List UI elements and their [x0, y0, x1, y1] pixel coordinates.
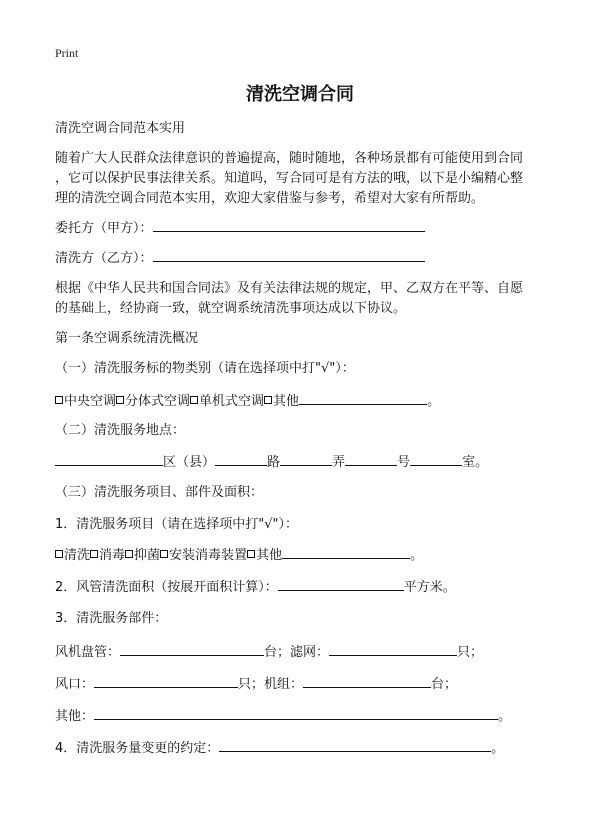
vent-unit: 只； — [238, 677, 265, 692]
option-split-ac: 分体式空调 — [125, 394, 191, 409]
period: 。 — [410, 548, 424, 563]
checkbox-split-ac[interactable] — [116, 396, 124, 404]
fan-coil-label: 风机盘管： — [55, 645, 121, 660]
filter-field[interactable] — [329, 642, 457, 656]
service-type-options — [55, 545, 423, 566]
checkbox-disinfect[interactable] — [90, 550, 98, 558]
lane-label: 弄 — [332, 455, 346, 470]
option-install-device: 安装消毒装置 — [169, 548, 248, 563]
room-field[interactable] — [410, 452, 462, 466]
basis-line-1: 根据《中华人民共和国合同法》及有关法律法规的规定，甲、乙双方在平等、自愿 — [55, 281, 524, 296]
checkbox-unit-ac[interactable] — [190, 396, 198, 404]
duct-area-label: 2．风管清洗面积（按展开面积计算）： — [55, 580, 278, 595]
checkbox-clean[interactable] — [55, 550, 63, 558]
other-service-field[interactable] — [282, 545, 410, 559]
checkbox-central-ac[interactable] — [55, 396, 63, 404]
lane-field[interactable] — [280, 452, 332, 466]
other-ac-field[interactable] — [299, 391, 427, 405]
duct-area-unit: 平方米。 — [403, 580, 456, 595]
district-label: 区（县） — [163, 455, 216, 470]
intro-line-3: 理的清洗空调合同范本实用，欢迎大家借鉴与参考，希望对大家有所帮助。 — [55, 191, 485, 206]
filter-label: 滤网： — [290, 645, 330, 660]
intro-line-1: 随着广大人民群众法律意识的普遍提高，随时随地，各种场景都有可能使用到合同 — [55, 151, 524, 166]
number-field[interactable] — [345, 452, 397, 466]
fan-coil-field[interactable] — [120, 642, 264, 656]
item-2-heading: （二）清洗服务地点： — [55, 423, 186, 438]
fan-coil-row — [55, 642, 483, 663]
sub-4-row — [55, 738, 504, 759]
option-unit-ac: 单机式空调 — [199, 394, 265, 409]
option-central-ac: 中央空调 — [64, 394, 117, 409]
volume-change-field[interactable] — [219, 738, 491, 752]
period: 。 — [491, 741, 505, 756]
option-clean: 清洗 — [64, 548, 91, 563]
item-1-heading: （一）清洗服务标的物类别（请在选择项中打"√"）： — [55, 361, 355, 376]
print-link[interactable]: Print — [55, 46, 79, 60]
checkbox-other-service[interactable] — [247, 550, 255, 558]
party-a-row — [55, 218, 425, 239]
other-parts-row — [55, 706, 511, 727]
unit-label: 机组： — [264, 677, 304, 692]
party-b-row — [55, 248, 425, 269]
article-1-heading: 第一条空调系统清洗概况 — [55, 331, 199, 346]
party-a-field[interactable] — [153, 218, 425, 232]
option-antibacterial: 抑菌 — [134, 548, 161, 563]
fan-coil-unit: 台； — [264, 645, 291, 660]
unit-field[interactable] — [303, 674, 431, 688]
subtitle: 清洗空调合同范本实用 — [55, 121, 186, 136]
road-label: 路 — [267, 455, 281, 470]
party-b-label: 清洗方（乙方）： — [55, 251, 153, 266]
checkbox-antibacterial[interactable] — [125, 550, 133, 558]
party-b-field[interactable] — [153, 248, 425, 262]
item-3-heading: （三）清洗服务项目、部件及面积： — [55, 485, 264, 500]
vent-label: 风口： — [55, 677, 95, 692]
ac-type-options — [55, 391, 440, 412]
sub-1-heading: 1．清洗服务项目（请在选择项中打"√"）： — [55, 517, 299, 532]
vent-field[interactable] — [94, 674, 238, 688]
address-row — [55, 452, 488, 473]
duct-area-row — [55, 577, 456, 598]
checkbox-other-ac[interactable] — [264, 396, 272, 404]
period: 。 — [498, 709, 512, 724]
road-field[interactable] — [215, 452, 267, 466]
document-title: 清洗空调合同 — [246, 84, 354, 105]
option-disinfect: 消毒 — [99, 548, 126, 563]
room-label: 室。 — [462, 455, 489, 470]
checkbox-install-device[interactable] — [160, 550, 168, 558]
sub-3-heading: 3．清洗服务部件： — [55, 611, 168, 626]
intro-line-2: ，它可以保护民事法律关系。知道吗，写合同可是有方法的哦，以下是小编精心整 — [55, 171, 524, 186]
period: 。 — [427, 394, 441, 409]
duct-area-field[interactable] — [278, 577, 404, 591]
other-parts-label: 其他： — [55, 709, 95, 724]
unit-unit: 台； — [431, 677, 458, 692]
other-parts-field[interactable] — [94, 706, 498, 720]
number-label: 号 — [397, 455, 411, 470]
option-other-ac: 其他 — [273, 394, 300, 409]
filter-unit: 只； — [457, 645, 484, 660]
option-other-service: 其他 — [256, 548, 283, 563]
sub-4-label: 4．清洗服务量变更的约定： — [55, 741, 220, 756]
vent-row — [55, 674, 457, 695]
district-field[interactable] — [55, 452, 163, 466]
party-a-label: 委托方（甲方）： — [55, 221, 153, 236]
basis-line-2: 的基础上，经协商一致，就空调系统清洗事项达成以下协议。 — [55, 301, 407, 316]
